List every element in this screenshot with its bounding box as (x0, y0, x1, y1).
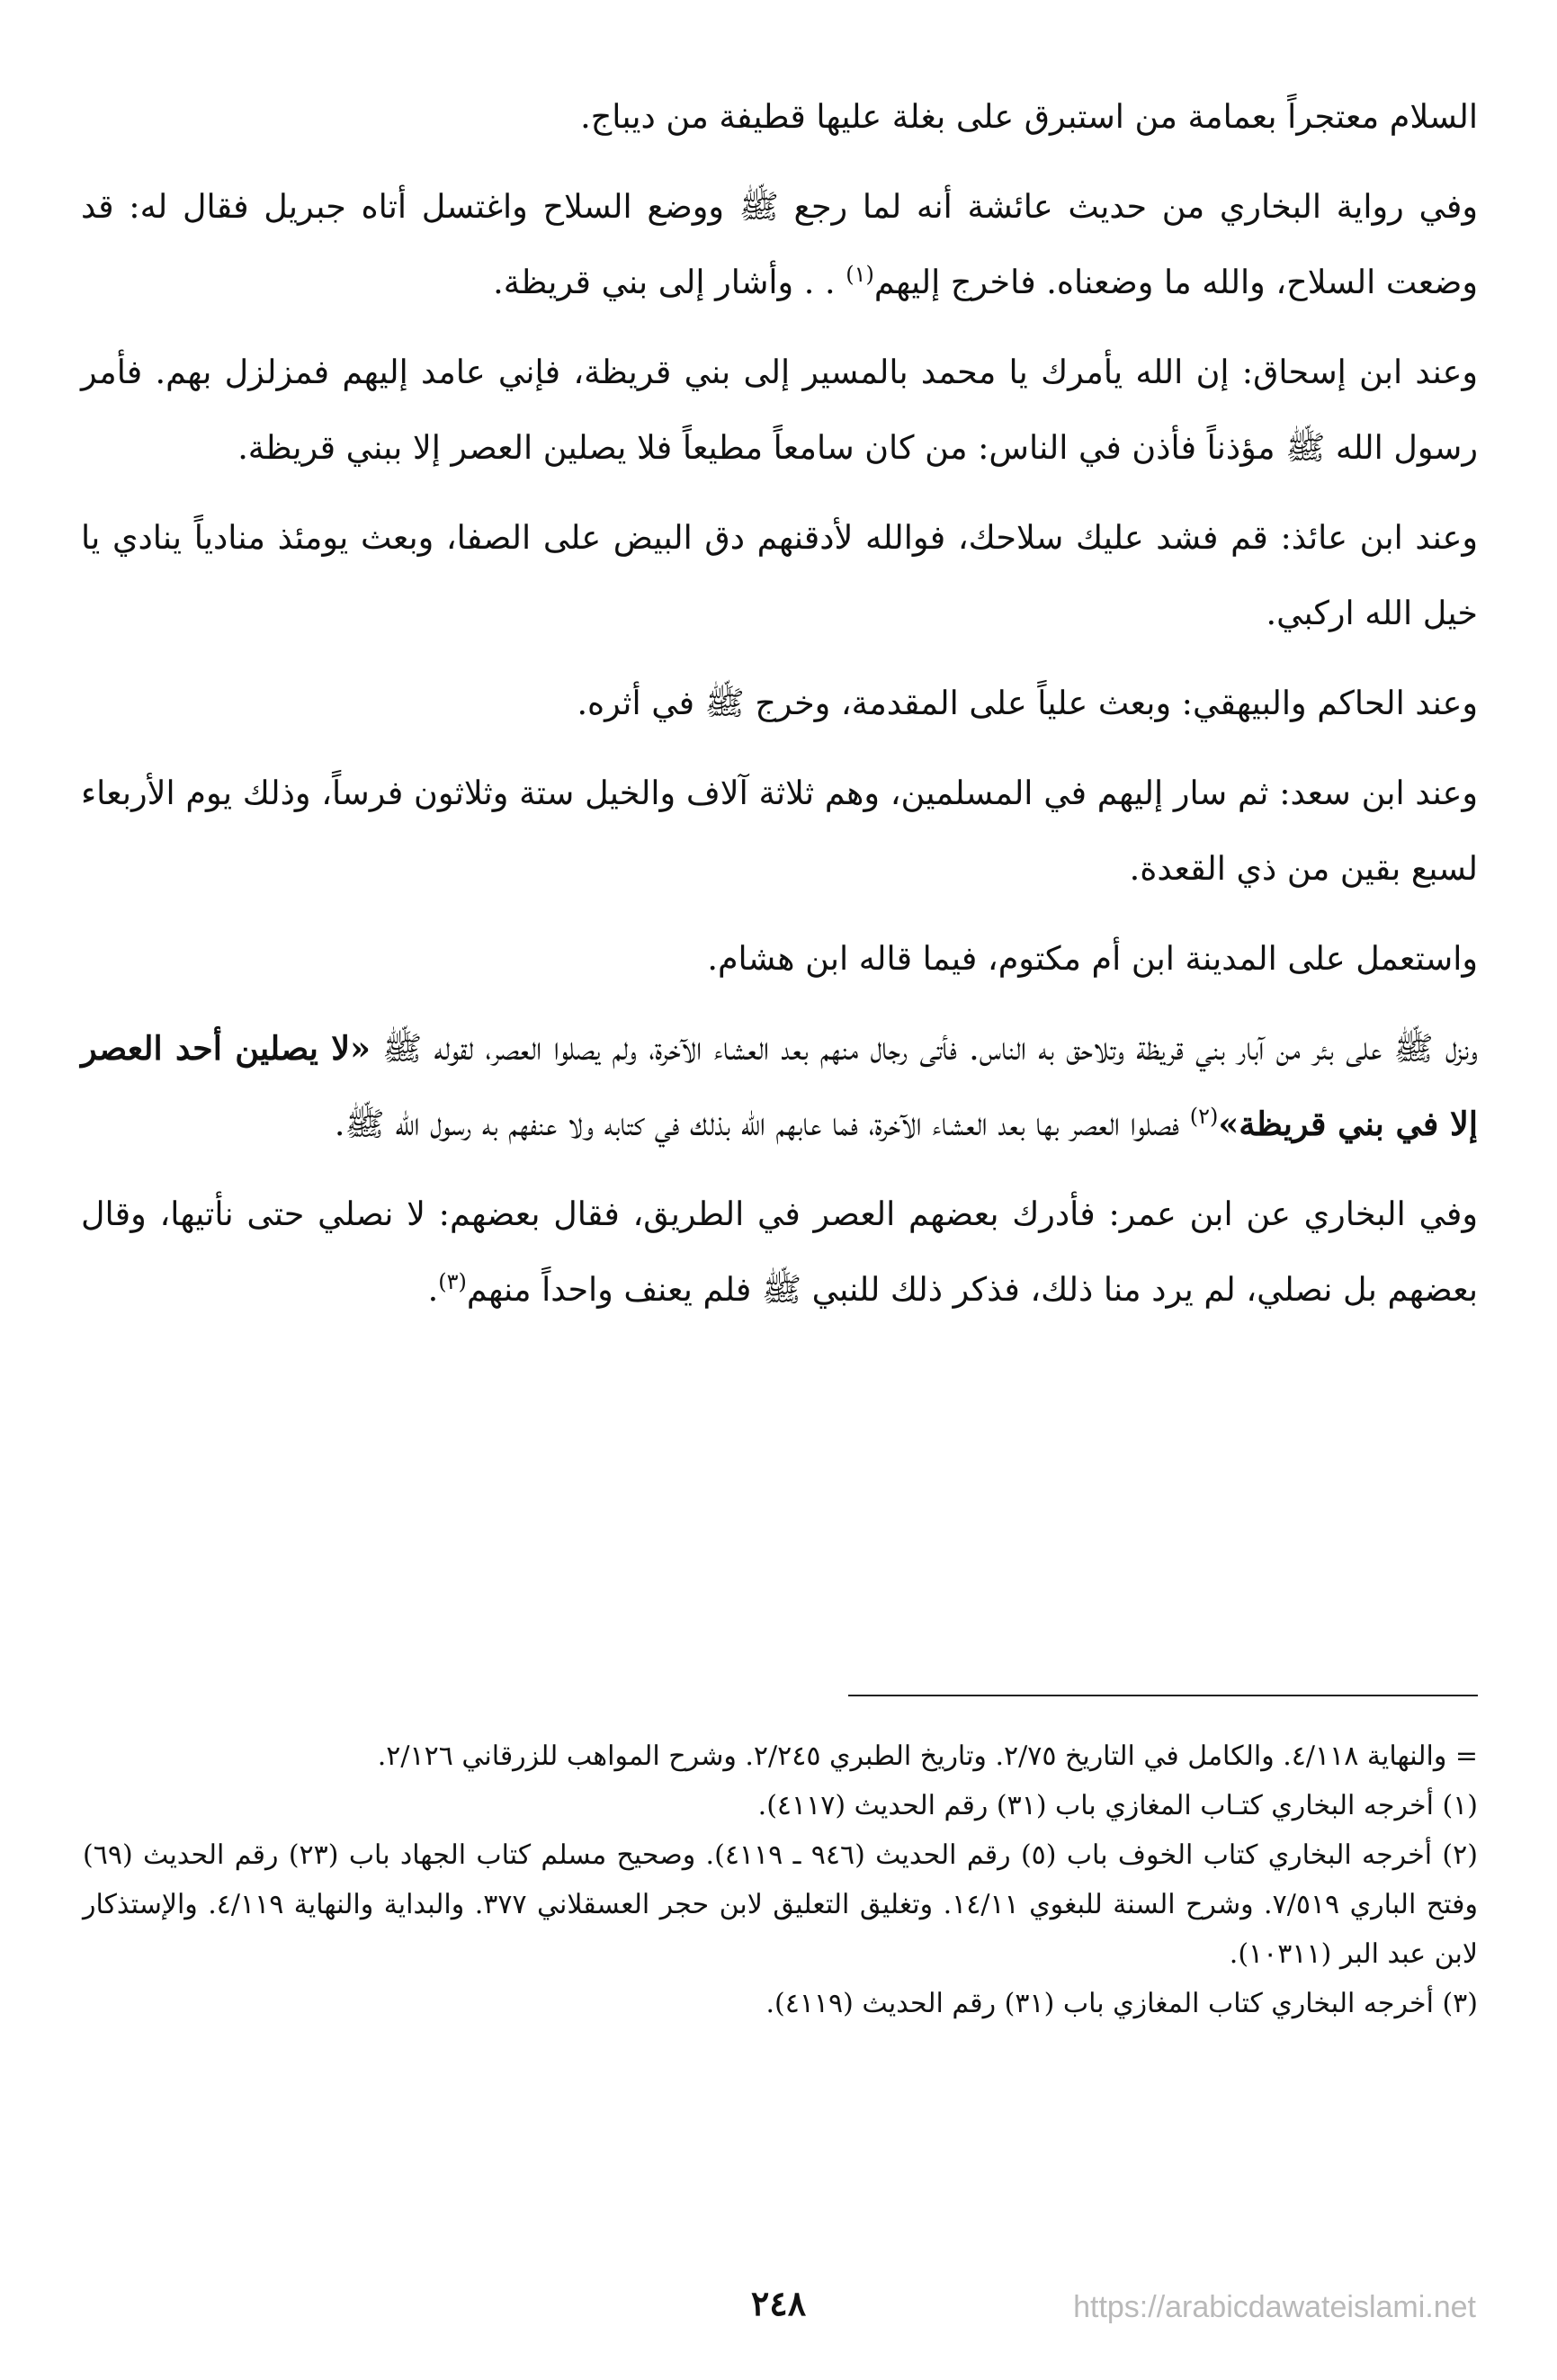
footnote-continuation: = والنهاية ٤/١١٨. والكامل في التاريخ ٢/٧٥. وتاريخ الطبري ٢/٢٤٥. وشرح المواهب للزرقاني ٢/١٢٦. (377, 1740, 1478, 1772)
paragraph-2-text: وفي رواية البخاري من حديث عائشة أنه لما رجع ﷺ ووضع السلاح واغتسل أتاه جبريل فقال له: قد وضعت السلاح، والله ما وضعناه. فاخرج إليهم (81, 187, 1478, 301)
paragraph-6-text: وعند ابن سعد: ثم سار إليهم في المسلمين، وهم ثلاثة آلاف والخيل ستة وثلاثون فرساً، وذلك يوم الأربعاء لسبع بقين من ذي القعدة. (81, 774, 1478, 888)
paragraph-9-text: وفي البخاري عن ابن عمر: فأدرك بعضهم العصر في الطريق، فقال بعضهم: لا نصلي حتى نأتيها، وقال بعضهم بل نصلي، لم يرد منا ذلك، فذكر ذلك للنبي ﷺ فلم يعنف واحداً منهم (81, 1194, 1478, 1309)
paragraph-8 (81, 1011, 1478, 1162)
footnote-1: (١) أخرجه البخاري كتـاب المغازي باب (٣١) رقم الحديث (٤١١٧). (757, 1790, 1478, 1821)
footnote-2: (٢) أخرجه البخاري كتاب الخوف باب (٥) رقم الحديث (٩٤٦ ـ ٤١١٩). وصحيح مسلم كتاب الجهاد باب (٢٣) رقم الحديث (٦٩) وفتح الباري ٧/٥١٩. وشرح السنة للبغوي ١٤/١١. وتغليق التعليق لابن حجر العسقلاني ٣٧٧. والبداية والنهاية ٤/١١٩. والإستذكار لابن عبد البر (١٠٣١١). (83, 1839, 1478, 1970)
paragraph-3 (81, 335, 1478, 486)
paragraph-1-text: السلام معتجراً بعمامة من استبرق على بغلة عليها قطيفة من ديباج. (580, 97, 1478, 136)
paragraph-7-text: واستعمل على المدينة ابن أم مكتوم، فيما قاله ابن هشام. (707, 939, 1478, 978)
page-number: ٢٤٨ (750, 2283, 807, 2323)
paragraph-9-text-end: . (427, 1270, 439, 1309)
paragraph-2 (81, 169, 1478, 320)
footnote-ref-3: (٣) (438, 1268, 467, 1294)
footnote-3: (٣) أخرجه البخاري كتاب المغازي باب (٣١) رقم الحديث (٤١١٩). (765, 1988, 1478, 2019)
paragraph-4 (81, 500, 1478, 651)
hadith-quote: «لا يصلين أحد العصر إلا في بني قريظة» (81, 1029, 1478, 1143)
paragraph-8-text: ونزل ﷺ على بئر من آبار بني قريظة وتلاحق به الناس. فأتى رجال منهم بعد العشاء الآخرة، ولم يصلوا العصر، لقوله ﷺ (382, 1029, 1478, 1068)
main-text (81, 79, 1478, 1342)
footnote-ref-1: (١) (846, 261, 874, 287)
footnotes (83, 1731, 1478, 2028)
footnote-ref-2: (٢) (1189, 1103, 1219, 1129)
paragraph-5-text: وعند الحاكم والبيهقي: وبعث علياً على المقدمة، وخرج ﷺ في أثره. (577, 684, 1478, 722)
paragraph-4-text: وعند ابن عائذ: قم فشد عليك سلاحك، فوالله لأدقنهم دق البيض على الصفا، وبعث يومئذ منادياً ينادي يا خيل الله اركبي. (81, 518, 1478, 632)
paragraph-6 (81, 756, 1478, 907)
paragraph-7 (81, 921, 1478, 997)
paragraph-2-text-end: . . وأشار إلى بني قريظة. (493, 263, 836, 301)
paragraph-1 (81, 79, 1478, 155)
paragraph-3-text: وعند ابن إسحاق: إن الله يأمرك يا محمد بالمسير إلى بني قريظة، فإني عامد إليهم فمزلزل بهم. فأمر رسول الله ﷺ مؤذناً فأذن في الناس: من كان سامعاً مطيعاً فلا يصلين العصر إلا ببني قريظة. (81, 353, 1478, 467)
paragraph-8-text-end: فصلوا العصر بها بعد العشاء الآخرة، فما عابهم الله بذلك في كتابه ولا عنفهم به رسول الله ﷺ. (334, 1105, 1180, 1143)
paragraph-5 (81, 666, 1478, 741)
watermark-url: https://arabicdawateislami.net (1073, 2290, 1476, 2324)
footnote-divider (848, 1695, 1478, 1696)
paragraph-9 (81, 1177, 1478, 1328)
